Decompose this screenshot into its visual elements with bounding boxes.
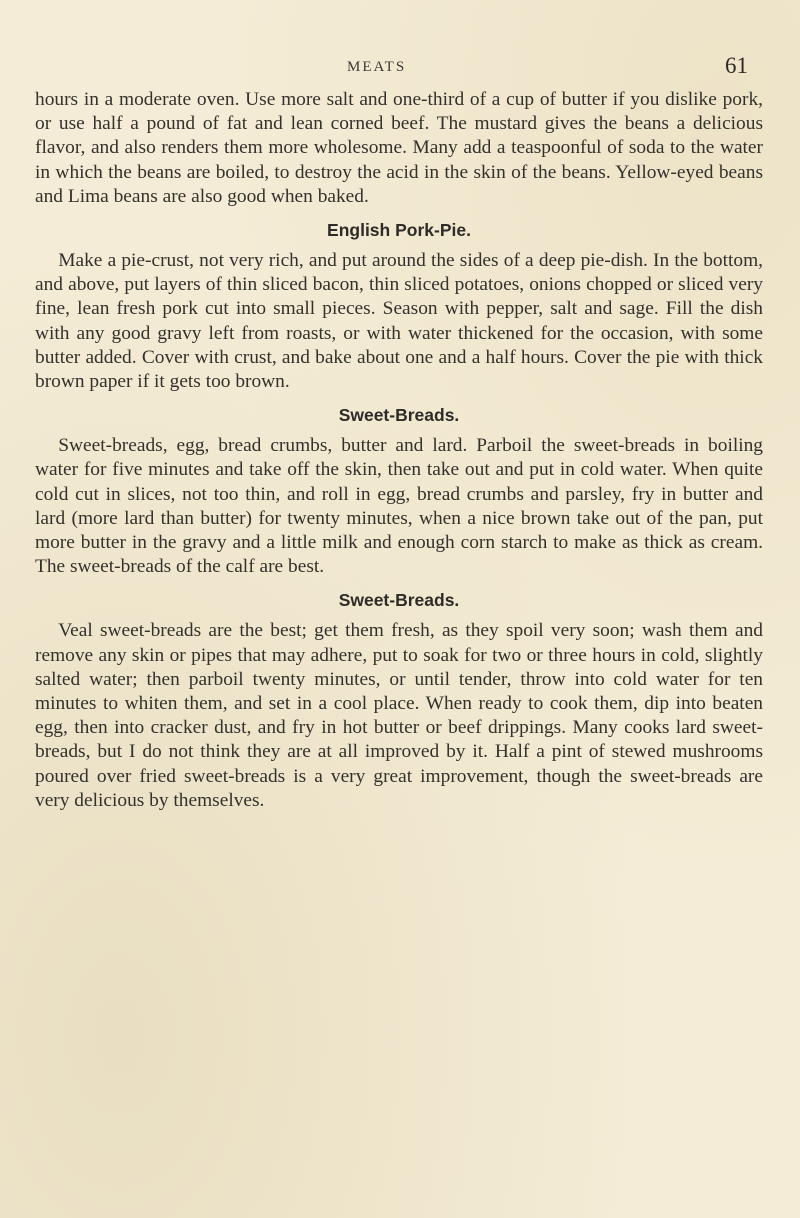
page-number: 61 [725,53,748,78]
section-heading-sweet-breads-1: Sweet-Breads. [338,405,460,426]
continuation-paragraph: hours in a moderate oven. Use more salt and one-third of a cup of butter if you dislike pork, or use half a pound of fat and lean corned beef. The mustard gives the beans a delicious flavor, and also renders them more wholesome. Many add a teaspoonful of soda to the water in which the beans are boiled, to destroy the acid in the skin of the beans. Yellow-eyed beans and Lima beans are also good when baked. [35,89,763,207]
section-heading-english-pork-pie: English Pork-Pie. [327,220,471,241]
section-body-sweet-breads-2: Veal sweet-breads are the best; get them fresh, as they spoil very soon; wash them and remove any skin or pipes that may adhere, put to soak for two or three hours in cold, slightly salted water; then parboil twenty minutes, or until tender, throw into cold water for ten minutes to whiten them, and set in a cool place. When ready to cook them, dip into beaten egg, then into cracker dust, and fry in hot butter or beef drippings. Many cooks lard sweet-breads, but I do not think they are at all improved by it. Half a pint of stewed mushrooms poured over fried sweet-breads is a very great improvement, though the sweet-breads are very delicious by themselves. [35,620,763,811]
section-body-english-pork-pie: Make a pie-crust, not very rich, and put around the sides of a deep pie-dish. In the bottom, and above, put layers of thin sliced bacon, thin sliced potatoes, onions chopped or sliced very fine, lean fresh pork cut into small pieces. Season with pepper, salt and sage. Fill the dish with any good gravy left from roasts, or with water thickened for the occasion, with some butter added. Cover with crust, and bake about one and a half hours. Cover the pie with thick brown paper if it gets too brown. [35,250,763,393]
section-heading-sweet-breads-2: Sweet-Breads. [338,590,460,611]
section-body-sweet-breads-1: Sweet-breads, egg, bread crumbs, butter and lard. Parboil the sweet-breads in boiling water for five minutes and take off the skin, then take out and put in cold water. When quite cold cut in slices, not too thin, and roll in egg, bread crumbs and parsley, fry in butter and lard (more lard than butter) for twenty minutes, when a nice brown take out of the pan, put more butter in the gravy and a little milk and enough corn starch to make as thick as cream. The sweet-breads of the calf are best. [35,435,763,578]
running-head [0,53,800,83]
running-title: MEATS [347,59,407,75]
page-body [35,88,763,813]
